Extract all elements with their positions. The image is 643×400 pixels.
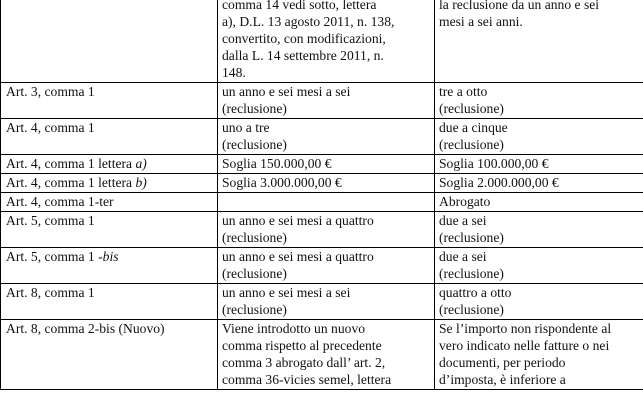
- new-penalty-cell: [435, 119, 643, 155]
- new-penalty-cell: [435, 320, 643, 390]
- new-penalty-cell: [435, 284, 643, 320]
- cell-text-line: un anno e sei mesi a sei: [222, 84, 351, 99]
- article-cell: [1, 0, 218, 83]
- new-penalty-cell: [435, 155, 643, 174]
- cell-text-line: uno a tre: [222, 120, 270, 135]
- cell-text-line: (reclusione): [439, 230, 504, 245]
- cell-text-line: 148.: [222, 65, 246, 80]
- table-row: [1, 284, 643, 320]
- article-label: Art. 4, comma 1: [6, 120, 95, 135]
- cell-text-line: (reclusione): [222, 230, 287, 245]
- article-cell: [1, 155, 218, 174]
- article-label: Art. 5, comma 1: [6, 213, 95, 228]
- cell-text-line: comma 14 vedi sotto, lettera: [222, 0, 377, 12]
- previous-penalty-cell: [218, 83, 435, 119]
- article-letter: -bis: [98, 249, 119, 264]
- new-penalty-cell: [435, 0, 643, 83]
- cell-text-line: dalla L. 14 settembre 2011, n.: [222, 48, 384, 63]
- previous-penalty-cell: [218, 284, 435, 320]
- cell-text-line: (reclusione): [439, 266, 504, 281]
- cell-text-line: comma 36-vicies semel, lettera: [222, 372, 392, 387]
- cell-text-line: tre a otto: [439, 84, 488, 99]
- cell-text-line: quattro a otto: [439, 285, 512, 300]
- table-body: [1, 0, 643, 390]
- table-row: [1, 212, 643, 248]
- previous-penalty-cell: [218, 174, 435, 193]
- article-cell: [1, 284, 218, 320]
- article-cell: [1, 212, 218, 248]
- article-label: Art. 4, comma 1 lettera: [6, 156, 133, 171]
- cell-text-line: [222, 193, 430, 210]
- cell-text-line: (reclusione): [222, 137, 287, 152]
- previous-penalty-cell: [218, 212, 435, 248]
- cell-text-line: due a sei: [439, 213, 487, 228]
- previous-penalty-cell: [218, 119, 435, 155]
- cell-text-line: (reclusione): [222, 101, 287, 116]
- article-cell: [1, 174, 218, 193]
- cell-text-line: un anno e sei mesi a quattro: [222, 213, 374, 228]
- previous-penalty-cell: [218, 193, 435, 212]
- cell-text-line: comma rispetto al precedente: [222, 338, 382, 353]
- article-label: Art. 3, comma 1: [6, 84, 95, 99]
- table-row: [1, 193, 643, 212]
- cell-text-line: Soglia 2.000.000,00 €: [439, 175, 559, 190]
- cell-text-line: vero indicato nelle fatture o nei: [439, 338, 610, 353]
- cell-text-line: la reclusione da un anno e sei: [439, 0, 600, 12]
- cell-text-line: Abrogato: [439, 194, 491, 209]
- table-row: [1, 83, 643, 119]
- cell-text-line: (reclusione): [439, 302, 504, 317]
- previous-penalty-cell: [218, 320, 435, 390]
- cell-text-line: (reclusione): [222, 302, 287, 317]
- article-letter: b): [135, 175, 147, 190]
- table-row: [1, 174, 643, 193]
- article-label: Art. 4, comma 1 lettera: [6, 175, 133, 190]
- new-penalty-cell: [435, 174, 643, 193]
- cell-text-line: Soglia 150.000,00 €: [222, 156, 332, 171]
- cell-text-line: d’imposta, è inferiore a: [439, 372, 566, 387]
- cell-text-line: (reclusione): [439, 137, 504, 152]
- previous-penalty-cell: [218, 155, 435, 174]
- cell-text-line: a), D.L. 13 agosto 2011, n. 138,: [222, 14, 395, 29]
- cell-text-line: due a sei: [439, 249, 487, 264]
- article-label: Art. 8, comma 1: [6, 285, 95, 300]
- cell-text-line: convertito, con modificazioni,: [222, 31, 386, 46]
- cell-text-line: Se l’importo non rispondente al: [439, 321, 612, 336]
- article-cell: [1, 320, 218, 390]
- article-cell: [1, 119, 218, 155]
- cell-text-line: documenti, per periodo: [439, 355, 566, 370]
- article-label: Art. 5, comma 1: [6, 249, 95, 264]
- previous-penalty-cell: [218, 248, 435, 284]
- article-cell: [1, 248, 218, 284]
- new-penalty-cell: [435, 212, 643, 248]
- table-row: [1, 320, 643, 390]
- new-penalty-cell: [435, 193, 643, 212]
- cell-text-line: (reclusione): [439, 101, 504, 116]
- table-row: [1, 248, 643, 284]
- article-cell: [1, 193, 218, 212]
- previous-penalty-cell: [218, 0, 435, 83]
- new-penalty-cell: [435, 248, 643, 284]
- cell-text-line: Viene introdotto un nuovo: [222, 321, 366, 336]
- cell-text-line: un anno e sei mesi a quattro: [222, 249, 374, 264]
- article-letter: a): [135, 156, 147, 171]
- article-label: Art. 4, comma 1-ter: [6, 194, 114, 209]
- cell-text-line: due a cinque: [439, 120, 508, 135]
- cell-text-line: comma 3 abrogato dall’ art. 2,: [222, 355, 386, 370]
- cell-text-line: (reclusione): [222, 266, 287, 281]
- cell-text-line: Soglia 100.000,00 €: [439, 156, 549, 171]
- table-row: [1, 155, 643, 174]
- article-label: Art. 8, comma 2-bis (Nuovo): [6, 321, 165, 336]
- table-row: [1, 119, 643, 155]
- cell-text-line: mesi a sei anni.: [439, 14, 523, 29]
- table-row: [1, 0, 643, 83]
- article-cell: [1, 83, 218, 119]
- cell-text-line: un anno e sei mesi a sei: [222, 285, 351, 300]
- cell-text-line: Soglia 3.000.000,00 €: [222, 175, 342, 190]
- new-penalty-cell: [435, 83, 643, 119]
